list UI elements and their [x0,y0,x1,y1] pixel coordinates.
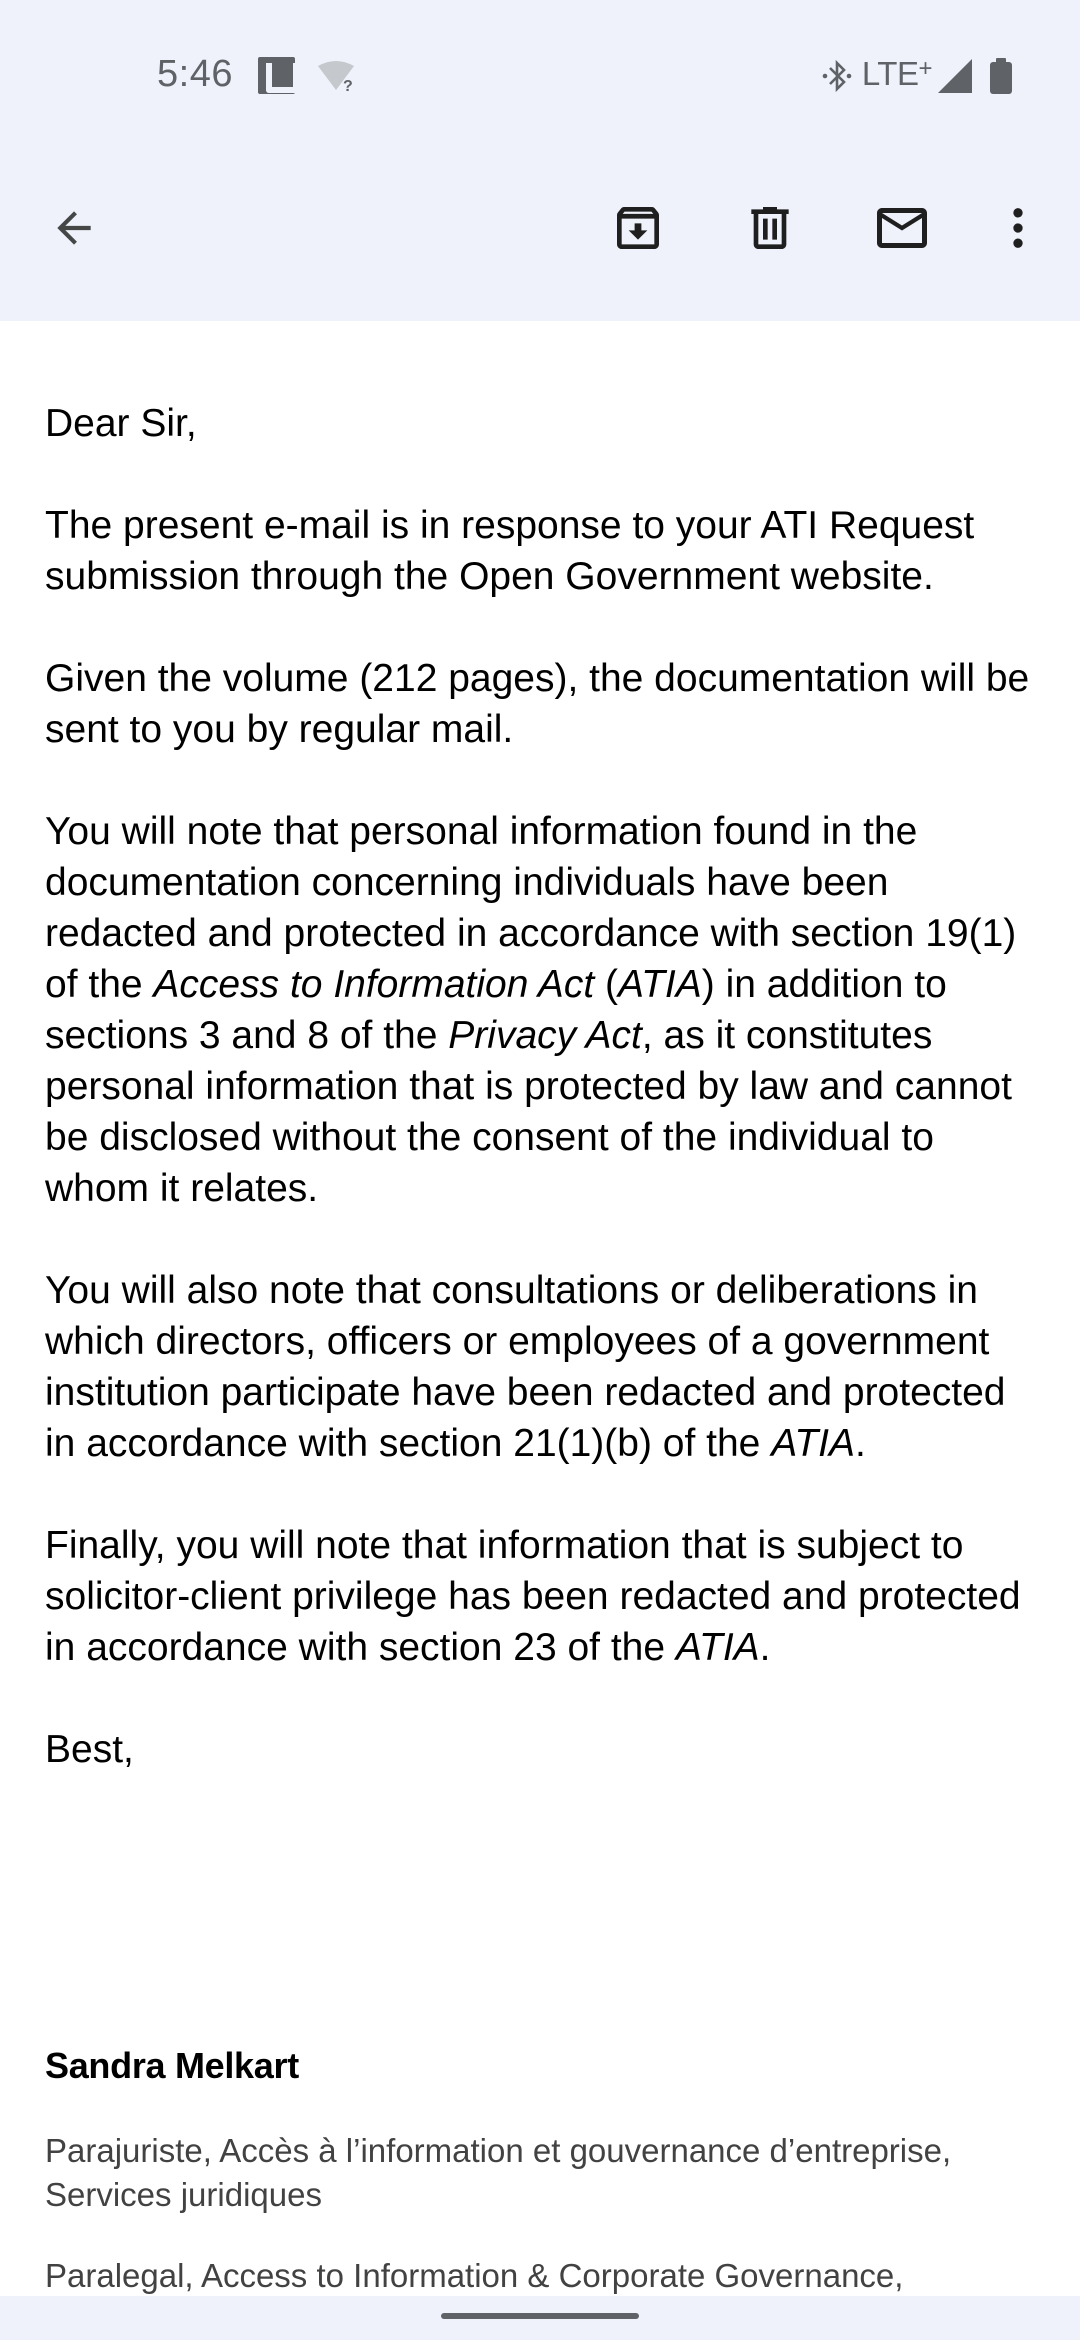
gesture-nav-bar [0,2296,1080,2340]
act-title-privacy: Privacy Act [448,1014,642,1057]
text-segment: ) in addition to sections 3 and 8 of the [45,963,947,1057]
email-body [45,398,1045,1826]
network-type [862,55,932,93]
svg-text:?: ? [343,78,353,94]
more-options-button[interactable] [970,180,1066,276]
back-button[interactable] [26,180,122,276]
archive-button[interactable] [590,180,686,276]
text-segment: , as it constitutes personal information that is protected by law and cannot be disclosed without the consent of the individual to whom it relates. [45,1014,1012,1210]
email-signature [45,2043,1045,2298]
status-right-group [822,56,1012,96]
wifi-unknown-icon [316,58,356,94]
status-time: 5:46 [157,53,233,95]
top-app-area [0,0,1080,321]
text-segment: You will also note that consultations or deliberations in which directors, officers or employees of a government institution participate have been redacted and protected in accordance with section 21(1)(b) of the [45,1269,1006,1465]
signature-name: Sandra Melkart [45,2045,299,2086]
atia-abbrev: ATIA [675,1626,760,1669]
arrow-back-icon [49,203,99,253]
text-segment: . [855,1422,866,1465]
email-paragraph-5 [45,1520,1045,1673]
email-paragraph-2: Given the volume (212 pages), the documentation will be sent to you by regular mail. [45,657,1030,751]
signature-title-en: Paralegal, Access to Information & Corporate Governance, [45,2257,904,2294]
status-bar [0,0,1080,150]
email-paragraph-4 [45,1265,1045,1469]
mail-icon [872,198,932,258]
email-paragraph-1: The present e-mail is in response to your ATI Request submission through the Open Government website. [45,504,975,598]
mark-unread-button[interactable] [854,180,950,276]
delete-button[interactable] [722,180,818,276]
bluetooth-icon [822,58,852,94]
network-plus: + [918,55,932,82]
battery-icon [990,58,1012,94]
atia-abbrev: ATIA [617,963,702,1006]
atia-abbrev: ATIA [771,1422,856,1465]
email-toolbar [0,150,1080,321]
signature-title-fr: Parajuriste, Accès à l’information et gouvernance d’entreprise, Services juridiques [45,2132,952,2213]
text-segment: Finally, you will note that information that is subject to solicitor-client privilege has been redacted and protected in accordance with section 23 of the [45,1524,1021,1669]
more-vert-icon [990,200,1046,256]
email-greeting: Dear Sir, [45,402,197,445]
home-gesture-handle[interactable] [441,2313,639,2319]
u-app-icon [258,57,295,94]
act-title-atia: Access to Information Act [153,963,595,1006]
text-segment: . [759,1626,771,1669]
text-segment: You will note that personal information found in the documentation concerning individuals have been redacted and protected in accordance with section 19(1) of the [45,810,1017,1006]
trash-icon [742,200,798,256]
archive-icon [610,200,666,256]
text-segment: ( [594,963,618,1006]
email-closing: Best, [45,1728,134,1771]
network-label: LTE [861,55,919,92]
signal-icon [938,59,972,93]
email-paragraph-3 [45,806,1045,1214]
